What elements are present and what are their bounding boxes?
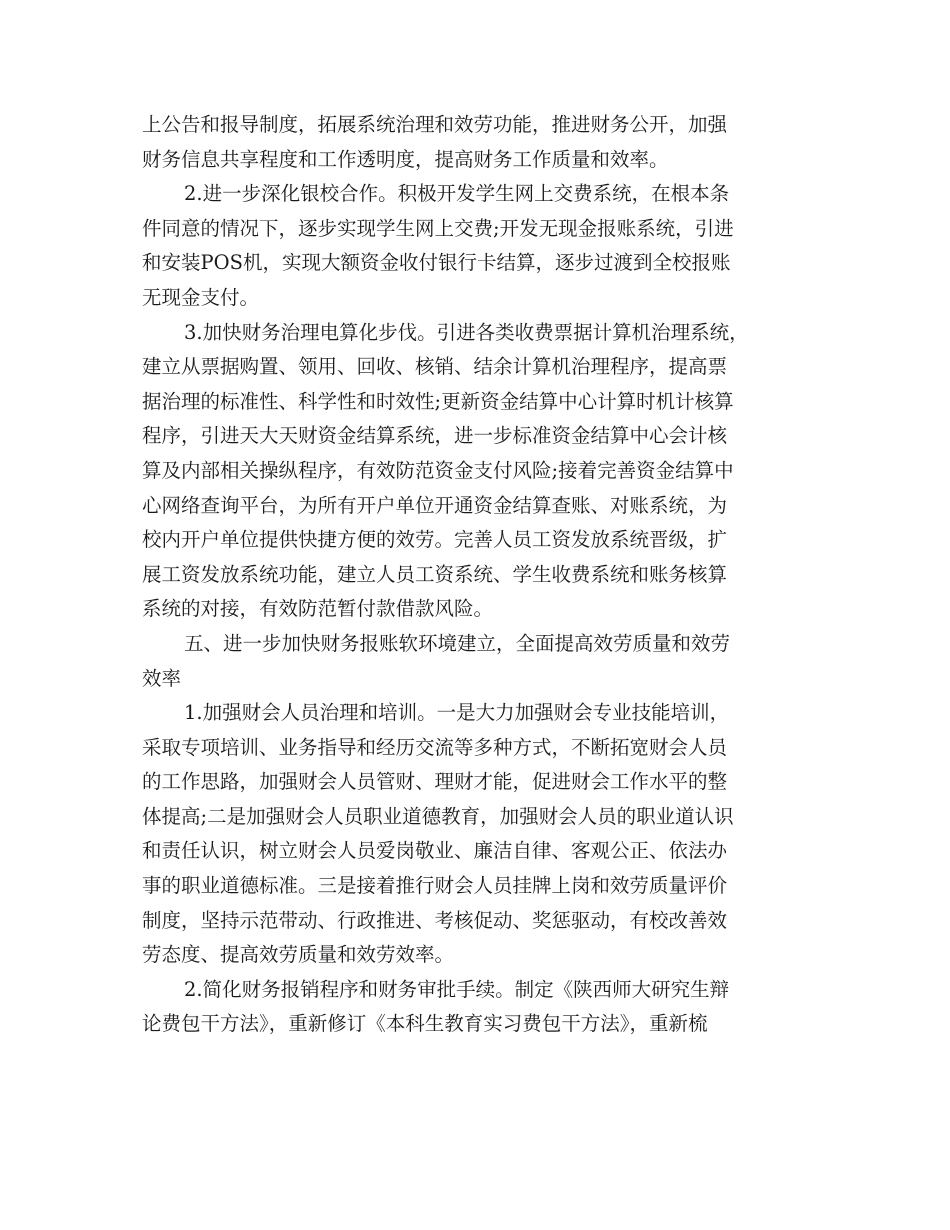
paragraph-line: 据治理的标准性、科学性和时效性;更新资金结算中心计算时机计核算 xyxy=(142,389,734,413)
paragraph-first-line: 3.加快财务治理电算化步伐。引进各类收费票据计算机治理系统， xyxy=(184,320,749,344)
paragraph-line: 论费包干方法》，重新修订《本科生教育实习费包干方法》，重新梳 xyxy=(142,1012,708,1036)
document-body xyxy=(142,108,822,1042)
paragraph-line: 无现金支付。 xyxy=(142,285,260,309)
paragraph-line: 制度，坚持示范带动、行政推进、考核促动、奖惩驱动，有校改善效 xyxy=(142,908,728,932)
paragraph-line: 事的职业道德标准。三是接着推行财会人员挂牌上岗和效劳质量评价 xyxy=(142,874,728,898)
paragraph-line: 心网络查询平台，为所有开户单位开通资金结算查账、对账系统，为 xyxy=(142,493,728,517)
paragraph-first-line: 1.加强财会人员治理和培训。一是大力加强财会专业技能培训， xyxy=(184,701,730,725)
paragraph-line: 劳态度、提高效劳质量和效劳效率。 xyxy=(142,943,455,967)
paragraph-line: 建立从票据购置、领用、回收、核销、结余计算机治理程序，提高票 xyxy=(142,355,728,379)
paragraph-line: 展工资发放系统功能，建立人员工资系统、学生收费系统和账务核算 xyxy=(142,562,728,586)
paragraph-line: 系统的对接，有效防范暂付款借款风险。 xyxy=(142,597,494,621)
paragraph-line: 校内开户单位提供快捷方便的效劳。完善人员工资发放系统晋级，扩 xyxy=(142,528,728,552)
paragraph-first-line: 2.简化财务报销程序和财务审批手续。制定《陕西师大研究生辩 xyxy=(184,977,730,1001)
paragraph-line: 效率 xyxy=(142,666,182,690)
paragraph-line: 财务信息共享程度和工作透明度，提高财务工作质量和效率。 xyxy=(142,147,669,171)
paragraph-line: 上公告和报导制度，拓展系统治理和效劳功能，推进财务公开，加强 xyxy=(142,113,728,136)
paragraph-first-line: 2.进一步深化银校合作。积极开发学生网上交费系统，在根本条 xyxy=(184,182,730,206)
paragraph-line: 体提高;二是加强财会人员职业道德教育，加强财会人员的职业道认识 xyxy=(142,804,734,828)
paragraph-line: 和责任认识，树立财会人员爱岗敬业、廉洁自律、客观公正、依法办 xyxy=(142,839,728,863)
paragraph-line: 程序，引进天大天财资金结算系统，进一步标准资金结算中心会计核 xyxy=(142,424,728,448)
paragraph-line: 和安装POS机，实现大额资金收付银行卡结算，逐步过渡到全校报账 xyxy=(142,251,731,275)
paragraph-line: 的工作思路，加强财会人员管财、理财才能，促进财会工作水平的整 xyxy=(142,770,728,794)
paragraph-line: 算及内部相关操纵程序，有效防范资金支付风险;接着完善资金结算中 xyxy=(142,458,734,482)
paragraph-line: 采取专项培训、业务指导和经历交流等多种方式，不断拓宽财会人员 xyxy=(142,735,728,759)
paragraph-line: 件同意的情况下，逐步实现学生网上交费;开发无现金报账系统，引进 xyxy=(142,216,734,240)
paragraph-first-line: 五、进一步加快财务报账软环境建立，全面提高效劳质量和效劳 xyxy=(184,631,731,655)
